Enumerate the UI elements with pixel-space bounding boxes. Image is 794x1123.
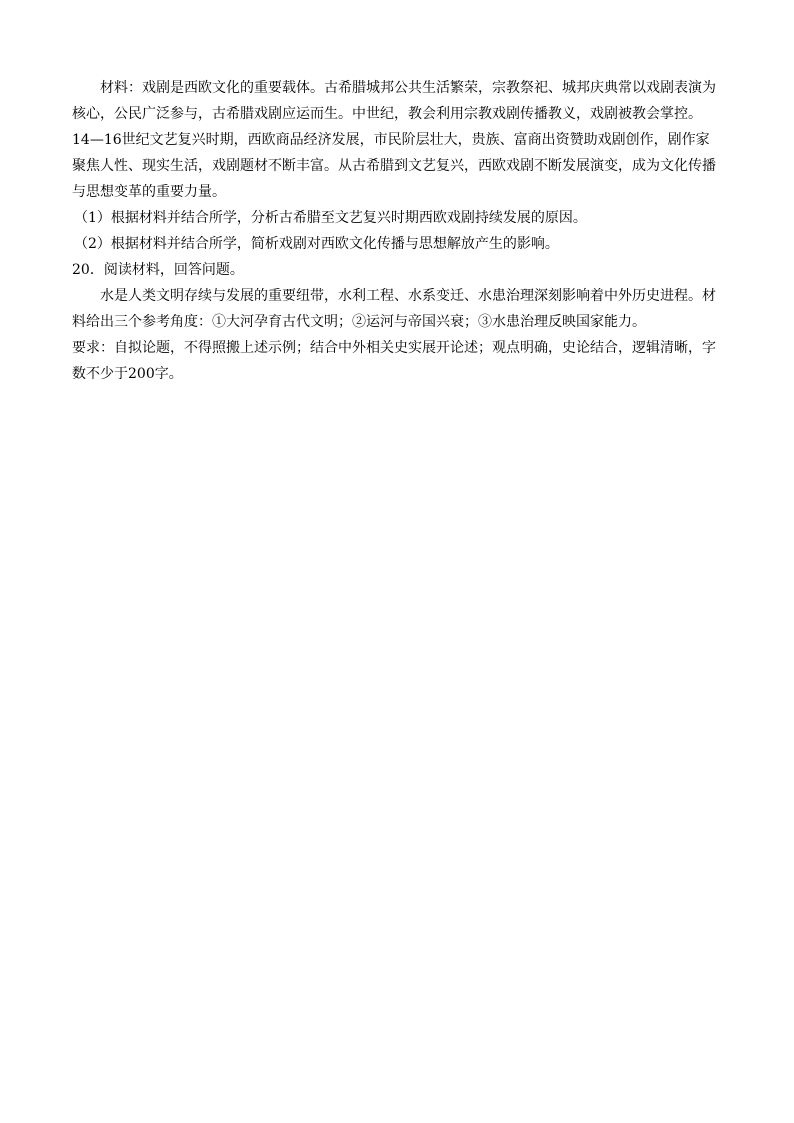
material-paragraph-1: 材料：戏剧是西欧文化的重要载体。古希腊城邦公共生活繁荣，宗教祭祀、城邦庆典常以戏剧表演为核心，公民广泛参与，古希腊戏剧应运而生。中世纪，教会利用宗教戏剧传播教义，戏剧被教会掌控。	[72, 80, 716, 122]
document-content	[72, 75, 722, 387]
question-20-title: 20．阅读材料，回答问题。	[72, 262, 244, 278]
material-paragraph-2: 14—16世纪文艺复兴时期，西欧商品经济发展，市民阶层壮大，贵族、富商出资赞助戏剧创作，剧作家聚焦人性、现实生活，戏剧题材不断丰富。从古希腊到文艺复兴，西欧戏剧不断发展演变，成为文化传播与思想变革的重要力量。	[72, 132, 716, 200]
question-1: （1）根据材料并结合所学，分析古希腊至文艺复兴时期西欧戏剧持续发展的原因。	[74, 210, 587, 226]
question-20-body: 水是人类文明存续与发展的重要纽带，水利工程、水系变迁、水患治理深刻影响着中外历史进程。材料给出三个参考角度：①大河孕育古代文明；②运河与帝国兴衰；③水患治理反映国家能力。	[72, 288, 716, 330]
question-20-requirement: 要求：自拟论题，不得照搬上述示例；结合中外相关史实展开论述；观点明确，史论结合，逻辑清晰，字数不少于200字。	[72, 340, 716, 382]
question-2: （2）根据材料并结合所学，简析戏剧对西欧文化传播与思想解放产生的影响。	[74, 236, 559, 252]
